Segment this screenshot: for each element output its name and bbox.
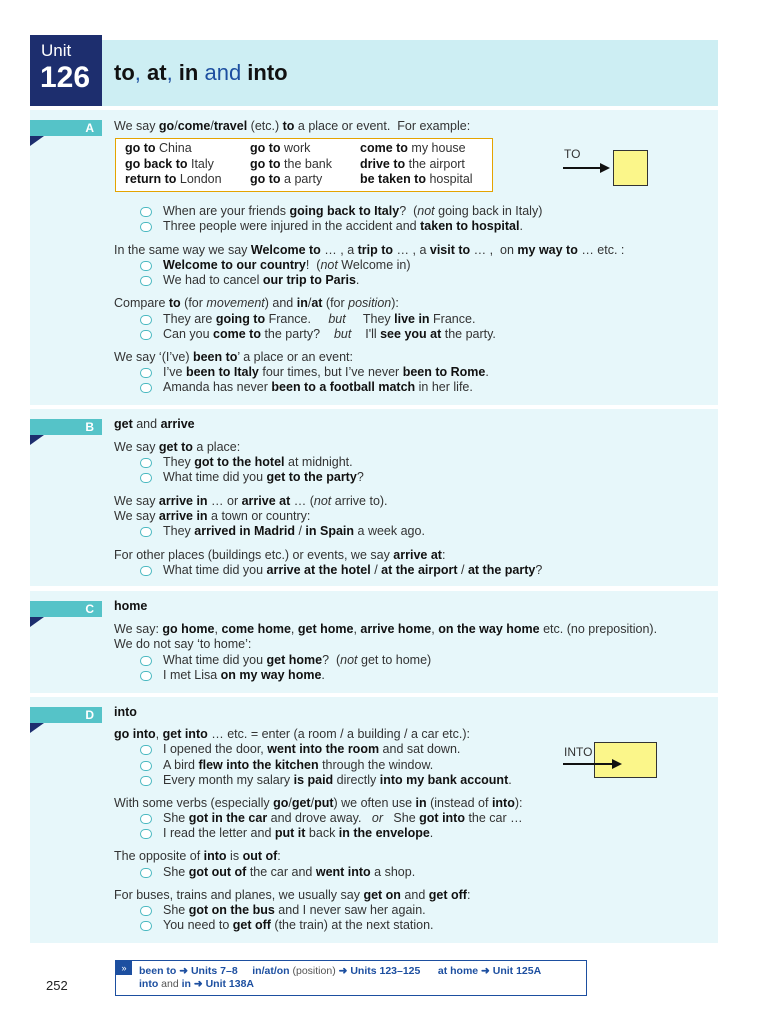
page-title: to, at, in and into [114, 60, 288, 85]
bullet-icon [140, 261, 152, 271]
table-column: come to my house drive to the airport be taken to hospital [360, 141, 473, 186]
text-line: We say ‘(I’ve) been to’ a place or an event: [114, 350, 353, 364]
bullet-icon [140, 315, 152, 325]
bullet-icon [140, 458, 152, 468]
example-item: I’ve been to Italy four times, but I’ve never been to Rome. [140, 365, 489, 380]
section-d-tab: D [30, 707, 102, 723]
to-arrow [563, 167, 603, 169]
into-arrow-head [612, 759, 622, 769]
example-item: I read the letter and put it back in the envelope. [140, 826, 433, 841]
bullet-icon [140, 868, 152, 878]
example-item: Every month my salary is paid directly into my bank account. [140, 773, 512, 788]
bullet-icon [140, 222, 152, 232]
example-item: When are your friends going back to Italy? (not going back in Italy) [140, 204, 542, 219]
unit-badge [30, 35, 102, 106]
table-column: go to China go back to Italy return to London [125, 141, 222, 186]
bullet-icon [140, 761, 152, 771]
text-line: With some verbs (especially go/get/put) we often use in (instead of into): [114, 796, 523, 810]
bullet-icon [140, 906, 152, 916]
text-line: go into, get into … etc. = enter (a room / a building / a car etc.): [114, 727, 471, 741]
example-item: She got out of the car and went into a shop. [140, 865, 415, 880]
to-diagram-label: TO [564, 147, 581, 161]
example-item: What time did you arrive at the hotel / at the airport / at the party? [140, 563, 542, 578]
into-arrow [563, 763, 615, 765]
text-line: We say: go home, come home, get home, arrive home, on the way home etc. (no preposition). [114, 622, 658, 636]
text-line: We say go/come/travel (etc.) to a place or event. For example: [114, 119, 471, 133]
bullet-icon [140, 276, 152, 286]
example-item: You need to get off (the train) at the next station. [140, 918, 434, 933]
page-number: 252 [46, 978, 68, 993]
bullet-icon [140, 671, 152, 681]
example-table [115, 138, 493, 192]
example-item: They arrived in Madrid / in Spain a week ago. [140, 524, 425, 539]
example-item: She got in the car and drove away. or She got into the car … [140, 811, 523, 826]
bullet-icon [140, 473, 152, 483]
example-item: We had to cancel our trip to Paris. [140, 273, 359, 288]
bullet-icon [140, 745, 152, 755]
example-item: What time did you get home? (not get to home) [140, 653, 431, 668]
example-item: What time did you get to the party? [140, 470, 364, 485]
section-a-tab-corner [30, 136, 44, 146]
into-diagram-label: INTO [564, 745, 593, 759]
bullet-icon [140, 814, 152, 824]
bullet-icon [140, 383, 152, 393]
text-line: The opposite of into is out of: [114, 849, 281, 863]
text-line: In the same way we say Welcome to … , a trip to … , a visit to … , on my way to … etc. : [114, 243, 625, 257]
bullet-icon [140, 368, 152, 378]
section-c-tab: C [30, 601, 102, 617]
bullet-icon [140, 921, 152, 931]
double-chevron-icon: » [116, 961, 132, 975]
example-item: I opened the door, went into the room and sat down. [140, 742, 460, 757]
example-item: Three people were injured in the accident and taken to hospital. [140, 219, 523, 234]
text-line: For other places (buildings etc.) or events, we say arrive at: [114, 548, 446, 562]
bullet-icon [140, 207, 152, 217]
section-c-tab-corner [30, 617, 44, 627]
text-line: We say get to a place: [114, 440, 241, 454]
text-line: For buses, trains and planes, we usually say get on and get off: [114, 888, 471, 902]
into-target-box [594, 742, 657, 778]
text-line: We say arrive in … or arrive at … (not arrive to). [114, 494, 388, 508]
cross-reference-line[interactable]: into and in ➜ Unit 138A [139, 978, 255, 990]
bullet-icon [140, 527, 152, 537]
cross-reference-line[interactable]: been to ➜ Units 7–8 in/at/on (position) ➜ Units 123–125 at home ➜ Unit 125A [139, 965, 542, 977]
section-c-heading: home [114, 599, 148, 613]
section-d-tab-corner [30, 723, 44, 733]
section-d-heading: into [114, 705, 137, 719]
bullet-icon [140, 829, 152, 839]
example-item: I met Lisa on my way home. [140, 668, 325, 683]
section-b-tab: B [30, 419, 102, 435]
bullet-icon [140, 330, 152, 340]
example-item: She got on the bus and I never saw her again. [140, 903, 426, 918]
example-item: They are going to France. but They live in France. [140, 312, 475, 327]
unit-label: Unit [41, 41, 72, 60]
text-line: Compare to (for movement) and in/at (for position): [114, 296, 399, 310]
example-item: Welcome to our country! (not Welcome in) [140, 258, 411, 273]
cross-reference-box [115, 960, 587, 996]
unit-number: 126 [40, 61, 91, 94]
section-b-heading: get and arrive [114, 417, 195, 431]
text-line: We say arrive in a town or country: [114, 509, 311, 523]
bullet-icon [140, 776, 152, 786]
example-item: Amanda has never been to a football match in her life. [140, 380, 473, 395]
example-item: They got to the hotel at midnight. [140, 455, 353, 470]
bullet-icon [140, 656, 152, 666]
example-item: Can you come to the party? but I'll see you at the party. [140, 327, 496, 342]
to-arrow-head [600, 163, 610, 173]
section-b-tab-corner [30, 435, 44, 445]
section-a-tab: A [30, 120, 102, 136]
to-target-box [613, 150, 648, 186]
table-column: go to work go to the bank go to a party [250, 141, 332, 186]
text-line: We do not say ‘to home’: [114, 637, 252, 651]
example-item: A bird flew into the kitchen through the window. [140, 758, 433, 773]
bullet-icon [140, 566, 152, 576]
